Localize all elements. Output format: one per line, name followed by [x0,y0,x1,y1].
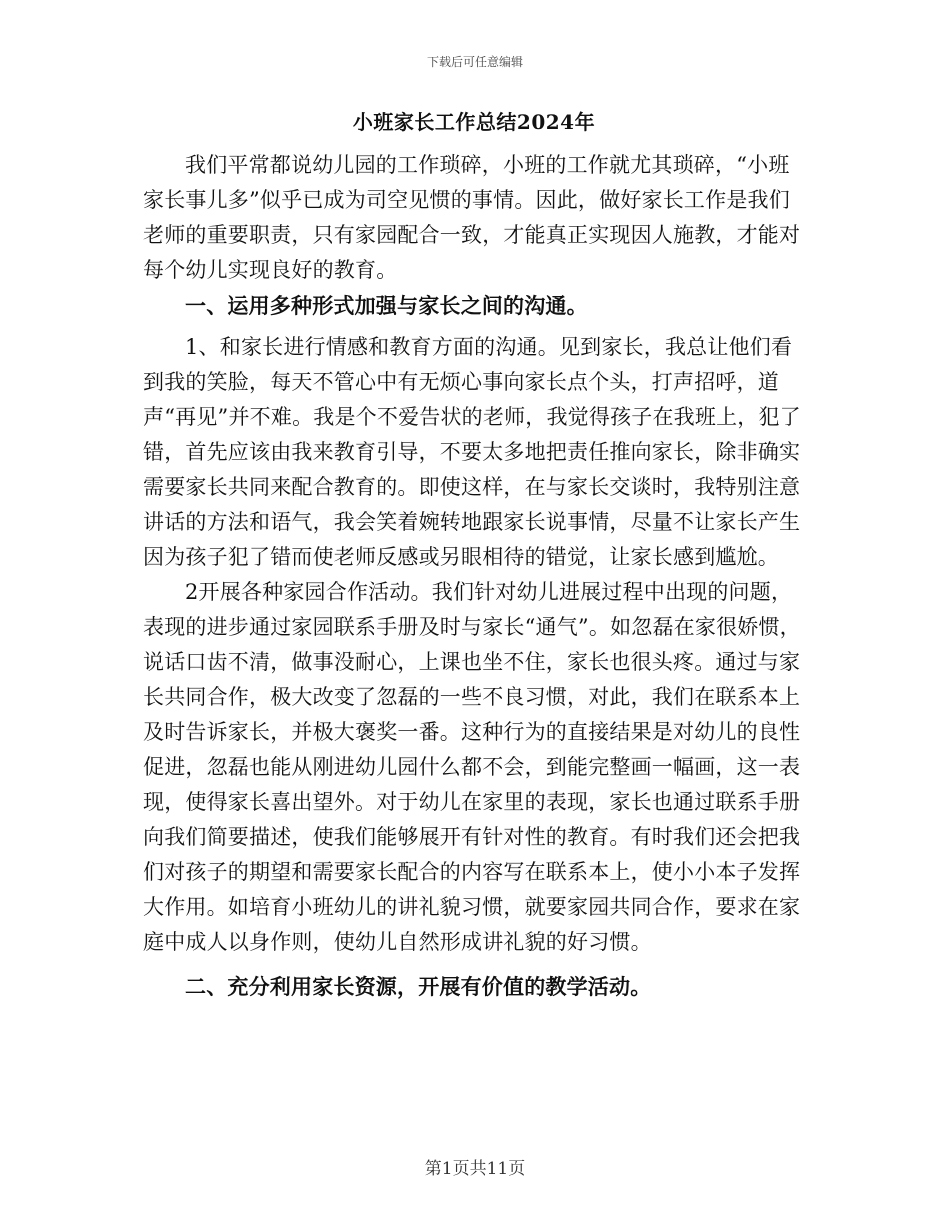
section-heading-1: 一、运用多种形式加强与家长之间的沟通。 [185,293,588,318]
page-header-note: 下载后可任意编辑 [426,55,523,69]
document-body [143,106,805,1011]
paragraph-1: 1、和家长进行情感和教育方面的沟通。见到家长，我总让他们看到我的笑脸，每天不管心中有无烦心事向家长点个头，打声招呼，道声“再见”并不难。我是个不爱告状的老师，我觉得孩子在我班上，犯了错，首先应该由我来教育引导，不要太多地把责任推向家长，除非确实需要家长共同来配合教育的。即使这样，在与家长交谈时，我特别注意讲话的方法和语气，我会笑着婉转地跟家长说事情，尽量不让家长产生因为孩子犯了错而使老师反感或另眼相待的错觉，让家长感到尴尬。 [143,335,801,569]
page-footer-number: 第1页共11页 [424,1159,526,1179]
intro-paragraph: 我们平常都说幼儿园的工作琐碎，小班的工作就尤其琐碎，“小班家长事儿多”似乎已成为司空见惯的事情。因此，做好家长工作是我们老师的重要职责，只有家园配合一致，才能真正实现因人施教，才能对每个幼儿实现良好的教育。 [143,153,801,282]
section-heading-2: 二、充分利用家长资源，开展有价值的教学活动。 [185,974,652,999]
document-title: 小班家长工作总结2024年 [352,110,596,134]
paragraph-2: 2开展各种家园合作活动。我们针对幼儿进展过程中出现的问题，表现的进步通过家园联系手册及时与家长“通气”。如忽磊在家很娇惯，说话口齿不清，做事没耐心，上课也坐不住，家长也很头疼。通过与家长共同合作，极大改变了忽磊的一些不良习惯，对此，我们在联系本上及时告诉家长，并极大褒奖一番。这种行为的直接结果是对幼儿的良性促进，忽磊也能从刚进幼儿园什么都不会，到能完整画一幅画，这一表现，使得家长喜出望外。对于幼儿在家里的表现，家长也通过联系手册向我们简要描述，使我们能够展开有针对性的教育。有时我们还会把我们对孩子的期望和需要家长配合的内容写在联系本上，使小小本子发挥大作用。如培育小班幼儿的讲礼貌习惯，就要家园共同合作，要求在家庭中成人以身作则，使幼儿自然形成讲礼貌的好习惯。 [143,580,801,954]
